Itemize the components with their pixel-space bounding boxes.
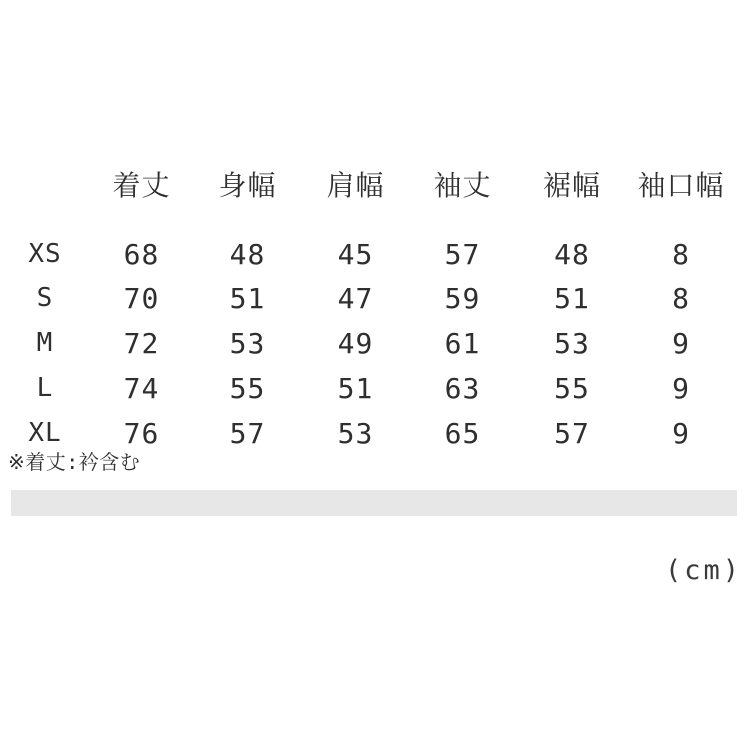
size-value: 57 [229,416,266,450]
size-label: M [36,328,54,358]
size-value: 70 [123,281,160,315]
size-value: 53 [554,326,590,360]
column-header-hem-width: 裾幅 [542,169,601,202]
size-value: 72 [123,326,160,360]
table-row-m [0,321,734,365]
column-header-cuff-width: 袖口幅 [637,169,725,202]
size-value: 51 [229,281,266,315]
table-row-l [0,366,734,410]
size-value: 8 [672,237,690,271]
size-value: 9 [672,371,690,405]
size-value: 74 [123,371,160,405]
size-value: 48 [554,237,590,271]
column-header-body-length: 着丈 [112,169,171,202]
size-value: 9 [672,416,690,450]
column-header-shoulder-width: 肩幅 [326,169,385,202]
size-label: XL [28,418,62,448]
size-value: 53 [229,326,266,360]
size-label: XS [28,239,62,269]
column-header-body-width: 身幅 [218,169,277,202]
size-value: 51 [554,281,590,315]
size-value: 57 [554,416,590,450]
size-value: 59 [444,281,481,315]
size-value: 55 [229,371,266,405]
size-value: 47 [337,281,374,315]
size-value: 76 [123,416,160,450]
header-row [0,162,734,206]
size-value: 61 [444,326,481,360]
divider-bar [11,490,737,516]
size-value: 48 [229,237,266,271]
size-note: ※着丈:衿含む [8,450,141,474]
size-value: 45 [337,237,374,271]
size-value: 65 [444,416,481,450]
size-value: 68 [123,237,160,271]
size-value: 8 [672,281,690,315]
size-value: 53 [337,416,374,450]
column-header-sleeve-length: 袖丈 [433,169,492,202]
size-label: S [36,283,54,313]
size-value: 49 [337,326,374,360]
size-label: L [36,373,54,403]
size-value: 9 [672,326,690,360]
size-value: 57 [444,237,481,271]
size-value: 51 [337,371,374,405]
table-row-xs [0,232,734,276]
unit-label: (cm) [664,555,742,586]
size-value: 63 [444,371,481,405]
size-value: 55 [554,371,590,405]
table-row-s [0,276,734,320]
